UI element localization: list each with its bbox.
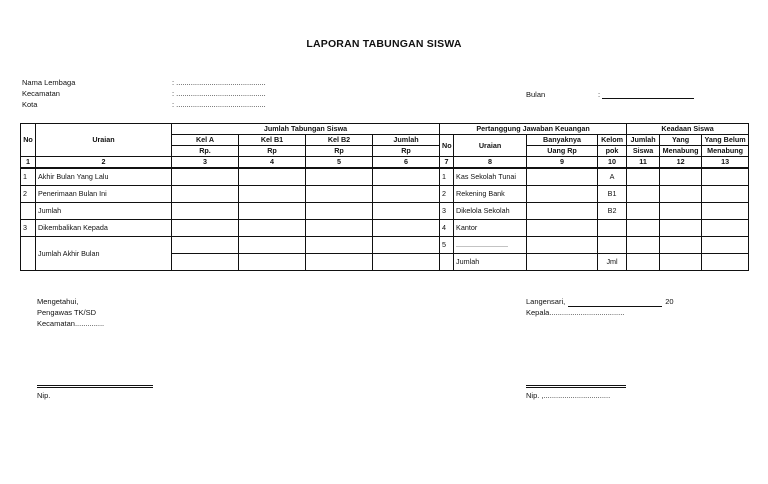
field-label: Kota — [22, 100, 38, 109]
cell-jumlah[interactable] — [373, 254, 440, 271]
field-label: Kecamatan — [22, 89, 60, 98]
row-uraian: Jumlah — [36, 203, 172, 220]
col-number: 1 — [21, 157, 36, 169]
col-header-yang-menabung-2: Menabung — [660, 146, 702, 157]
cell-yang-menabung[interactable] — [660, 186, 702, 203]
col-header-kelompok-2: pok — [598, 146, 627, 157]
bulan-label: Bulan — [526, 90, 546, 99]
col-header-jumlah: Jumlah — [373, 135, 440, 146]
row-no: 1 — [21, 168, 36, 186]
cell-yang-belum[interactable] — [702, 220, 749, 237]
row-no: 3 — [21, 220, 36, 237]
signature-left-underline — [37, 385, 153, 386]
cell-kel-b2[interactable] — [306, 254, 373, 271]
cell-kel-b2[interactable] — [306, 186, 373, 203]
col-number: 6 — [373, 157, 440, 169]
bulan-field — [598, 90, 694, 99]
signature-left-nip: Nip. — [37, 391, 51, 400]
row-no-2: 1 — [440, 168, 454, 186]
cell-banyaknya[interactable] — [527, 203, 598, 220]
col-header-no-2: No — [440, 135, 454, 157]
field-value: : ........................................... — [172, 100, 266, 109]
column-number-row — [21, 157, 749, 169]
col-number: 13 — [702, 157, 749, 169]
cell-banyaknya[interactable] — [527, 220, 598, 237]
col-header-no: No — [21, 124, 36, 157]
cell-yang-menabung[interactable] — [660, 237, 702, 254]
table-row — [21, 203, 749, 220]
signature-place: Langensari, — [526, 297, 566, 306]
col-number: 4 — [239, 157, 306, 169]
cell-kel-b1[interactable] — [239, 168, 306, 186]
row-kelompok: A — [598, 168, 627, 186]
signature-right-underline — [526, 385, 626, 386]
col-number: 9 — [527, 157, 598, 169]
cell-jumlah-siswa[interactable] — [627, 203, 660, 220]
signature-right-nip: Nip. ,................................ — [526, 391, 611, 400]
col-header-uraian-2: Uraian — [454, 135, 527, 157]
row-no — [21, 203, 36, 220]
cell-yang-menabung[interactable] — [660, 254, 702, 271]
col-number: 8 — [454, 157, 527, 169]
signature-left-line-1: Mengetahui, — [37, 297, 79, 306]
col-header-yang-menabung: Yang — [660, 135, 702, 146]
field-label: Nama Lembaga — [22, 78, 76, 87]
row-kelompok: Jml — [598, 254, 627, 271]
cell-banyaknya[interactable] — [527, 237, 598, 254]
row-kelompok: B2 — [598, 203, 627, 220]
cell-jumlah-siswa[interactable] — [627, 220, 660, 237]
field-value: : ........................................... — [172, 89, 266, 98]
group-header-keadaan-siswa: Keadaan Siswa — [627, 124, 749, 135]
row-no-2: 4 — [440, 220, 454, 237]
cell-kel-a[interactable] — [172, 203, 239, 220]
row-no: 2 — [21, 186, 36, 203]
row-uraian-2: Jumlah — [454, 254, 527, 271]
header-row-1 — [21, 124, 749, 135]
cell-jumlah-siswa[interactable] — [627, 254, 660, 271]
col-header-kel-b1-unit: Rp — [239, 146, 306, 157]
col-header-banyaknya-unit: Uang Rp — [527, 146, 598, 157]
signature-left-line-3: Kecamatan.............. — [37, 319, 105, 328]
col-number: 12 — [660, 157, 702, 169]
col-header-kel-b2: Kel B2 — [306, 135, 373, 146]
row-kelompok — [598, 220, 627, 237]
row-kelompok — [598, 237, 627, 254]
signature-year: 20 — [665, 297, 674, 306]
cell-yang-belum[interactable] — [702, 186, 749, 203]
cell-yang-belum[interactable] — [702, 237, 749, 254]
page-title: LAPORAN TABUNGAN SISWA — [306, 38, 462, 50]
col-header-yang-belum: Yang Belum — [702, 135, 749, 146]
col-header-banyaknya: Banyaknya — [527, 135, 598, 146]
cell-yang-belum[interactable] — [702, 254, 749, 271]
row-uraian-2: Dikelola Sekolah — [454, 203, 527, 220]
row-uraian: Penerimaan Bulan Ini — [36, 186, 172, 203]
col-number: 10 — [598, 157, 627, 169]
signature-right — [526, 296, 674, 318]
cell-kel-a[interactable] — [172, 186, 239, 203]
row-uraian: Jumlah Akhir Bulan — [36, 237, 172, 271]
cell-jumlah[interactable] — [373, 203, 440, 220]
cell-jumlah[interactable] — [373, 220, 440, 237]
col-header-kel-b1: Kel B1 — [239, 135, 306, 146]
row-no-2: 5 — [440, 237, 454, 254]
cell-yang-belum[interactable] — [702, 203, 749, 220]
cell-kel-b1[interactable] — [239, 220, 306, 237]
col-number: 11 — [627, 157, 660, 169]
signature-right-place-date — [526, 296, 674, 307]
signature-left-underline-2 — [37, 387, 153, 388]
table-row — [21, 168, 749, 186]
cell-kel-b1[interactable] — [239, 186, 306, 203]
cell-jumlah-siswa[interactable] — [627, 237, 660, 254]
cell-jumlah-siswa[interactable] — [627, 168, 660, 186]
table-row — [21, 186, 749, 203]
col-header-kelompok: Kelom — [598, 135, 627, 146]
cell-kel-a[interactable] — [172, 254, 239, 271]
col-header-jumlah-siswa: Jumlah — [627, 135, 660, 146]
cell-kel-b1[interactable] — [239, 237, 306, 254]
col-header-kel-a: Kel A — [172, 135, 239, 146]
cell-banyaknya[interactable] — [527, 254, 598, 271]
cell-yang-menabung[interactable] — [660, 220, 702, 237]
col-number: 2 — [36, 157, 172, 169]
row-no-2: 2 — [440, 186, 454, 203]
cell-banyaknya[interactable] — [527, 168, 598, 186]
row-no-2 — [440, 254, 454, 271]
date-underline — [568, 298, 662, 307]
col-header-kel-b2-unit: Rp — [306, 146, 373, 157]
group-header-pertanggung-jawaban: Pertanggung Jawaban Keuangan — [440, 124, 627, 135]
cell-kel-a[interactable] — [172, 220, 239, 237]
col-number: 3 — [172, 157, 239, 169]
signature-left — [37, 296, 104, 329]
savings-report-table — [20, 123, 749, 271]
row-uraian-2: Kantor — [454, 220, 527, 237]
col-header-kel-a-unit: Rp. — [172, 146, 239, 157]
field-value: : ........................................... — [172, 78, 266, 87]
row-no-2: 3 — [440, 203, 454, 220]
cell-kel-b2[interactable] — [306, 203, 373, 220]
cell-kel-b1[interactable] — [239, 203, 306, 220]
row-uraian-2: .......................... — [454, 237, 527, 254]
bulan-colon: : — [598, 90, 601, 99]
col-number: 7 — [440, 157, 454, 169]
cell-jumlah-siswa[interactable] — [627, 186, 660, 203]
cell-kel-a[interactable] — [172, 168, 239, 186]
cell-yang-menabung[interactable] — [660, 203, 702, 220]
cell-kel-b2[interactable] — [306, 237, 373, 254]
col-header-jumlah-unit: Rp — [373, 146, 440, 157]
cell-banyaknya[interactable] — [527, 186, 598, 203]
cell-kel-b1[interactable] — [239, 254, 306, 271]
col-header-jumlah-siswa-2: Siswa — [627, 146, 660, 157]
cell-jumlah[interactable] — [373, 168, 440, 186]
row-kelompok: B1 — [598, 186, 627, 203]
table-row — [21, 220, 749, 237]
row-uraian-2: Kas Sekolah Tunai — [454, 168, 527, 186]
cell-jumlah[interactable] — [373, 186, 440, 203]
signature-right-kepala: Kepala.................................... — [526, 308, 625, 317]
bulan-underline — [602, 90, 694, 99]
row-no — [21, 237, 36, 271]
cell-kel-b2[interactable] — [306, 168, 373, 186]
cell-yang-menabung[interactable] — [660, 168, 702, 186]
table-row — [21, 237, 749, 254]
cell-kel-a[interactable] — [172, 237, 239, 254]
row-uraian-2: Rekening Bank — [454, 186, 527, 203]
col-header-yang-belum-2: Menabung — [702, 146, 749, 157]
col-number: 5 — [306, 157, 373, 169]
cell-yang-belum[interactable] — [702, 168, 749, 186]
group-header-jumlah-tabungan: Jumlah Tabungan Siswa — [172, 124, 440, 135]
row-uraian: Dikembalikan Kepada — [36, 220, 172, 237]
row-uraian: Akhir Bulan Yang Lalu — [36, 168, 172, 186]
cell-jumlah[interactable] — [373, 237, 440, 254]
signature-right-underline-2 — [526, 387, 626, 388]
cell-kel-b2[interactable] — [306, 220, 373, 237]
signature-left-line-2: Pengawas TK/SD — [37, 308, 97, 317]
col-header-uraian: Uraian — [36, 124, 172, 157]
